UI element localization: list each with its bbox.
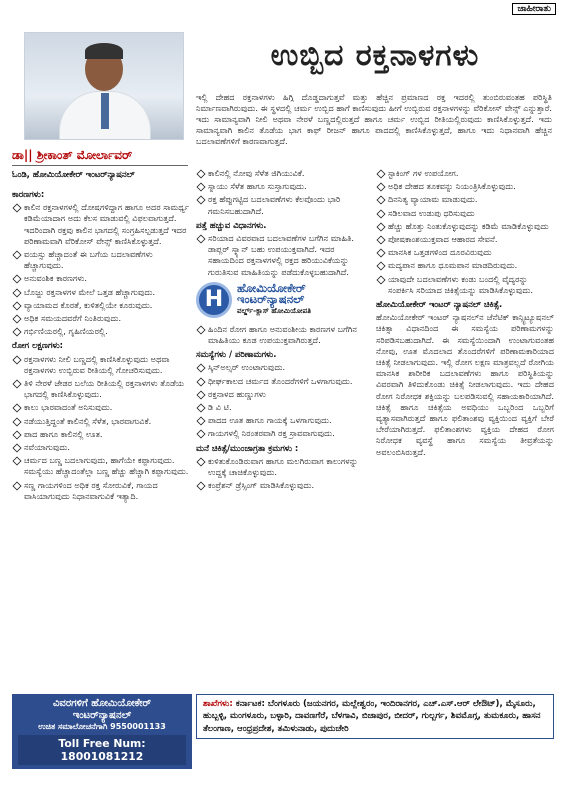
causes-heading: ಕಾರಣಗಳು: xyxy=(12,189,45,199)
complications-list xyxy=(196,362,370,439)
list-item: ಕಂಪ್ರೆಶನ್ ಡ್ರೆಸ್ಸಿಂಗ್ ಮಾಡಿಸಿಕೊಳ್ಳುವುದು. xyxy=(196,480,370,491)
list-item: ಮಾನಸಿಕ ಒತ್ತಡಗಳಿಂದ ದೂರವಿರುವುದು xyxy=(376,247,554,258)
diagnosis-list xyxy=(196,233,370,278)
list-item: ಮದ್ಯಪಾನ ಹಾಗೂ ಧೂಮಪಾನ ಮಾಡದಿರುವುದು. xyxy=(376,260,554,271)
list-item: ಗರ್ಭಿಣಿಯರಲ್ಲಿ, ಗೃಹಿಣಿಯರಲ್ಲಿ. xyxy=(12,326,190,337)
list-item: ಕುಳಿತುಕೊಂಡಿರುವಾಗ ಹಾಗೂ ಮಲಗಿರುವಾಗ ಕಾಲುಗಳನ್ನು ಉದ್ದಕ್ಕೆ ಚಾಚಿಕೊಳ್ಳುವುದು. xyxy=(196,456,370,478)
symptoms-list xyxy=(12,354,190,502)
list-item: ಹೆಚ್ಚು ಹೊತ್ತು ನಿಂತುಕೊಳ್ಳುವುದನ್ನು ಕಡಿಮೆ ಮಾಡಿಕೊಳ್ಳುವುದು xyxy=(376,221,554,232)
list-item: ಅನುವಂಶಿಕ ಕಾರಣಗಳು. xyxy=(12,273,190,284)
column-1 xyxy=(12,186,190,504)
list-item: ಪೋಷಕಾಂಶಯುಕ್ತವಾದ ಆಹಾರದ ಸೇವನೆ. xyxy=(376,234,554,245)
column-3 xyxy=(376,168,554,461)
prevention-heading: ಮನೆ ಚಿಕಿತ್ಸೆ/ಮುಂಜಾಗ್ರತಾ ಕ್ರಮಗಳು : xyxy=(196,442,299,453)
list-item: ಸ್ನಾಯು ಸೆಳೆತ ಹಾಗೂ ಸುಸ್ತಾಗುವುದು. xyxy=(196,181,370,192)
treatment-heading: ಹೋಮಿಯೋಕೇರ್ ಇಂಟರ್ ನ್ಯಾಷನಲ್ ಚಿಕಿತ್ಸೆ. xyxy=(376,299,503,310)
advertisement-tag: ಜಾಹೀರಾತು xyxy=(512,3,556,15)
list-item: ರಕ್ತನಾಳಗಳು ನೀಲಿ ಬಣ್ಣದಲ್ಲಿ ಕಾಣಿಸಿಕೊಳ್ಳುವುದು ಅಥವಾ ರಕ್ತನಾಳಗಳು ಉಬ್ಬಿರುವ ರೀತಿಯಲ್ಲಿ ಗೋಚರಿಸುವುದು. xyxy=(12,354,190,376)
list-item: ರಕ್ತನಾಳದ ಹುಣ್ಣುಗಳು xyxy=(196,389,370,400)
intro-paragraph: ಇಲ್ಲಿ ದೇಹದ ರಕ್ತನಾಳಗಳು ಹಿಗ್ಗಿ ದೊಡ್ಡದಾಗುತ್ತವೆ ಮತ್ತು ಹೆಚ್ಚಿನ ಪ್ರಮಾಣದ ರಕ್ತ ಇದರಲ್ಲಿ ತುಂಬಿರುವಂತಹ ಪರಿಸ್ಥಿತಿ ನಿರ್ಮಾಣವಾಗಿರುವುದು. ಈ ಸ್ಥಳದಲ್ಲಿ ಚರ್ಮ ಉಬ್ಬಿದ ಹಾಗೆ ಕಾಣಿಸುವುದು ಹೀಗೆ ಉಬ್ಬಿರುವ ರಕ್ತನಾಳಗಳನ್ನು ವೆರಿಕೋಸ್ ವೇನ್ಸ್ ಎನ್ನುತ್ತಾರೆ. ಇದು ಸಾಮಾನ್ಯವಾಗಿ ನೀಲಿ ಅಥವಾ ನೇರಳೆ ಬಣ್ಣದಲ್ಲಿರುತ್ತದೆ ಹಾಗೂ ಚರ್ಮ ಉಬ್ಬಿದ ರೀತಿಯಲ್ಲಿರುವುದು ಕಾಣಿಸಿಕೊಳ್ಳುತ್ತದೆ. ಇದು ಸಾಮಾನ್ಯವಾಗಿ ಕಾಲಿನ ತೊಡೆಯ ಭಾಗ ಕಾಫ್ ರೀಜನ್ ಹಾಗೂ ಪಾದದಲ್ಲಿ ಕಾಣಿಸಿಕೊಳ್ಳುತ್ತದೆ, ಹಾಗೂ ಇದು ನಿಧಾನವಾಗಿ ಹೆಚ್ಚಿನ ಬದಲಾವಣೆಗಳಿಗೆ ಕಾರಣವಾಗುತ್ತದೆ. xyxy=(196,92,552,146)
column-2 xyxy=(196,168,370,493)
pain-list xyxy=(196,168,370,217)
list-item: ನಡೆಯುತ್ತಿದ್ದಂತೆ ಕಾಲಿನಲ್ಲಿ ಸೆಳೆತ, ಭಾರವಾಗುವಿಕೆ. xyxy=(12,416,190,427)
logo-line-2: ಇಂಟರ್‌ನ್ಯಾಷನಲ್ xyxy=(237,292,305,307)
consultation-number: ಉಚಿತ ಸಮಾಲೋಚನೆಗಾಗಿ 9550001133 xyxy=(38,722,166,731)
prevention-list-cont xyxy=(376,168,554,296)
prevention-list xyxy=(196,456,370,492)
list-item: ವಯಸ್ಸು ಹೆಚ್ಚಾದಂತೆ ಈ ಬಗೆಯ ಬದಲಾವಣೆಗಳು ಹೆಚ್ಚಾಗುವುದು. xyxy=(12,249,190,271)
branches-text: ಕರ್ನಾಟಕ: ಬೆಂಗಳೂರು (ಜಯನಗರ, ಮಲ್ಲೇಶ್ವರಂ, ಇಂದಿರಾನಗರ, ಎಚ್.ಎಸ್.ಆರ್ ಲೇಔಟ್), ಮೈಸೂರು, ಹುಬ್ಬಳ್ಳಿ, ಮಂಗಳೂರು, ಬಳ್ಳಾರಿ, ದಾವಣಗೆರೆ, ಬೆಳಗಾವಿ, ಬಿಜಾಪುರ, ಬೀದರ್, ಗುಲ್ಬರ್ಗ, ಶಿವಮೊಗ್ಗ, ತುಮಕೂರು, ಹಾಸನ ತೆಲಂಗಾಣ, ಆಂಧ್ರಪ್ರದೇಶ, ತಮಿಳುನಾಡು, ಪುದುಚೇರಿ xyxy=(203,699,541,734)
branches-box xyxy=(196,694,554,739)
list-item: ಕಾಲಿನ ರಕ್ತನಾಳಗಳಲ್ಲಿ ದೋಷಗಳಿದ್ದಾಗ ಹಾಗೂ ಅದರ ಸಾಮರ್ಥ್ಯ ಕಡಿಮೆಯಾದಾಗ ಅದು ಕೆಲಸ ಮಾಡುವಲ್ಲಿ ವಿಫಲವಾಗುತ್ತದೆ. ಇದರಿಂದಾಗಿ ರಕ್ತವು ಕಾಲಿನ ಭಾಗದಲ್ಲಿ ಸಂಗ್ರಹಿಸಲ್ಪಡುತ್ತದೆ ಇದರ ಪರಿಣಾಮವಾಗಿ ವೆರಿಕೋಸ್ ವೇನ್ಸ್ ಕಾಣಿಸಿಕೊಳ್ಳುತ್ತದೆ. xyxy=(12,202,190,247)
toll-free-number: Toll Free Num: 18001081212 xyxy=(18,735,186,765)
contact-box xyxy=(12,694,192,769)
article-title: ಉಬ್ಬಿದ ರಕ್ತನಾಳಗಳು xyxy=(270,38,480,73)
contact-line-2: ಇಂಟರ್‌ನ್ಯಾಷನಲ್ xyxy=(72,710,132,721)
list-item: ಯಾವುದೇ ಬದಲಾವಣೆಗಳು ಕಂಡು ಬಂದಲ್ಲಿ ವೈದ್ಯರನ್ನು ಸಂಪರ್ಕಿಸಿ ಸರಿಯಾದ ಚಿಕಿತ್ಸೆಯನ್ನು ಮಾಡಿಸಿಕೊಳ್ಳುವುದು. xyxy=(376,274,554,296)
list-item: ಬೊಜ್ಜು ರಕ್ತನಾಳಗಳ ಮೇಲೆ ಒತ್ತಡ ಹೆಚ್ಚಾಗುವುದು. xyxy=(12,287,190,298)
branches-label: ಶಾಖೆಗಳು: xyxy=(203,699,233,709)
author-designation: ಓಂಡಿ, ಹೋಮಿಯೋಕೇರ್ ಇಂಟರ್‌ನ್ಯಾಷನಲ್ xyxy=(12,169,135,179)
diagnosis-heading: ಪತ್ತೆ ಹಚ್ಚುವ ವಿಧಾನಗಳು. xyxy=(196,219,267,230)
list-item: ಪಾದದ ಊತ ಹಾಗೂ ಗಾಯಕ್ಕೆ ಒಳಗಾಗುವುದು. xyxy=(196,415,370,426)
list-item: ಸರಿಯಾದ ವಿವರವಾದ ಬದಲಾವಣೆಗಳ ಬಗೆಗಿನ ಮಾಹಿತಿ. ಡಾಪ್ಲರ್ ಸ್ಕ್ಯಾನ್ ಬಹು ಉಪಯುಕ್ತವಾಗಿದೆ. ಇದರ ಸಹಾಯದಿಂದ ರಕ್ತನಾಳಗಳಲ್ಲಿ ರಕ್ತದ ಹರಿಯುವಿಕೆಯನ್ನು ಗುರುತಿಸುವ ಮಾಹಿತಿಯನ್ನು ಪಡೆದುಕೊಳ್ಳಬಹುದಾಗಿದೆ. xyxy=(196,233,370,278)
list-item: ಸಡಿಲವಾದ ಉಡುಪು ಧರಿಸುವುದು xyxy=(376,208,554,219)
complications-heading: ಸಮಸ್ಯೆಗಳು / ಪರಿಣಾಮಗಳು. xyxy=(196,349,277,360)
list-item: ಧೀರ್ಘಕಾಲದ ಚರ್ಮದ ತೊಂದರೆಗಳಿಗೆ ಒಳಗಾಗುವುದು. xyxy=(196,376,370,387)
list-item: ಕಾಲಿನಲ್ಲಿ ನೋವು ಸೆಳೆತ ಜಿಗಿಯುವಿಕೆ. xyxy=(196,168,370,179)
author-name: ಡಾ|| ಶ್ರೀಕಾಂತ್ ಮೋರ್ಲಾವರ್ xyxy=(12,148,188,166)
contact-line-1: ವಿವರಗಳಿಗೆ ಹೋಮಿಯೋಕೇರ್ xyxy=(52,698,152,709)
list-item: ಹಿಂದಿನ ರೋಗ ಹಾಗೂ ಅನುವಂಶೀಯ ಕಾರಣಗಳ ಬಗೆಗಿನ ಮಾಹಿತಿಯು ಕೂಡ ಉಪಯುಕ್ತವಾಗಿರುತ್ತದೆ. xyxy=(196,324,370,346)
causes-list xyxy=(12,202,190,337)
doctor-photo xyxy=(24,32,184,140)
list-item: ಗಾಯಗಳಲ್ಲಿ ನಿರಂತರವಾಗಿ ರಕ್ತ ಸ್ರಾವವಾಗುವುದು. xyxy=(196,428,370,439)
list-item: ರಕ್ತ ಹೆಪ್ಪುಗಟ್ಟಿದ ಬದಲಾವಣೆಗಳು ಕೆಲವೊಂದು ಭಾರಿ ಗಮನಿಸಬಹುದಾಗಿದೆ. xyxy=(196,194,370,216)
treatment-paragraph: ಹೋಮಿಯೋಕೇರ್ ಇಂಟರ್ ನ್ಯಾಷನಲ್‌ನ ಜೆನೆಟಿಕ್ ಕಾನ್ಸ್ಟಿಟ್ಯೂಷನಲ್ ಚಿಕಿತ್ಸಾ ವಿಧಾನದಿಂದ ಈ ಸಮಸ್ಯೆಯ ಪರಿಣಾಮಗಳನ್ನು ಸರಿಪಡಿಸಬಹುದಾಗಿದೆ. ಈ ಸಮಸ್ಯೆಯಿಂದಾಗಿ ಉಂಟಾಗುವಂತಹ ನೋವು, ಊತ ಮೊದಲಾದ ತೊಂದರೆಗಳಿಗೆ ಪರಿಣಾಮಕಾರಿಯಾದ ಚಿಕಿತ್ಸೆ ನೀಡಲಾಗುವುದು. ಇಲ್ಲಿ ರೋಗ ಲಕ್ಷಣ ಮಾತ್ರವಲ್ಲದೆ ರೋಗಿಯ ಮಾನಸಿಕ ಶಾರೀರಿಕ ಬದಲಾವಣೆಗಳು ಹಾಗೂ ಪರಿಸ್ಥಿತಿಯನ್ನು ವಿವರವಾಗಿ ತಿಳಿದುಕೊಂಡು ಚಿಕಿತ್ಸೆ ನೀಡಲಾಗುವುದು. ಇದು ದೇಹದ ರೋಗ ನಿರೋಧಕ ಶಕ್ತಿಯನ್ನು ಬಲಪಡಿಸುವಲ್ಲಿ ಸಹಾಯಕಾರಿಯಾಗಿದೆ. ಚಿಕಿತ್ಸೆ ಹಾಗೂ ಚಿಕಿತ್ಸೆಯ ಅವಧಿಯು ಒಬ್ಬರಿಂದ ಒಬ್ಬರಿಗೆ ವ್ಯತ್ಯಾಸವಾಗಿರುತ್ತದೆ ಹಾಗೂ ಫಲಿತಾಂಶವು ವ್ಯಕ್ತಿಯಿಂದ ವ್ಯಕ್ತಿಗೆ ಬೇರೆ ಬೇರೆಯಾಗಿರುತ್ತದೆ. ಫಲಿತಾಂಶಗಳು ವ್ಯಕ್ತಿಯ ದೇಹದ ರೋಗ ನಿರೋಧಕ ವ್ಯವಸ್ಥೆ ಹಾಗೂ ಸಮಸ್ಯೆಯ ತೀವ್ರತೆಯನ್ನು ಅವಲಂಬಿಸಿರುತ್ತದೆ. xyxy=(376,312,554,457)
logo-h-icon: H xyxy=(196,282,232,318)
list-item: ಸಣ್ಣ ಗಾಯಗಳಿಂದ ಅಧಿಕ ರಕ್ತ ಸೋರುವಿಕೆ, ಗಾಯದ ವಾಸಿಯಾಗುವುದು ನಿಧಾನವಾಗುವಿಕೆ ಇತ್ಯಾದಿ. xyxy=(12,480,190,502)
list-item: ಸ್ಕಿನ್‌ಅಲ್ಸರ್ ಉಂಟಾಗುವುದು. xyxy=(196,362,370,373)
list-item: ಕಾಲು ಭಾರವಾದಂತೆ ಅನಿಸುವುದು. xyxy=(12,402,190,413)
list-item: ಅಧಿಕ ಸಮಯದವರೆಗೆ ನಿಂತಿರುವುದು. xyxy=(12,313,190,324)
logo-tagline: ವರ್ಲ್ಡ್-ಕ್ಲಾಸ್ ಹೋಮಿಯೋಪತಿ xyxy=(237,306,312,316)
list-item: ಅಧಿಕ ದೇಹದ ತೂಕವನ್ನು ನಿಯಂತ್ರಿಸಿಕೊಳ್ಳುವುದು. xyxy=(376,181,554,192)
list-item: ದಿನನಿತ್ಯ ವ್ಯಾಯಾಮ ಮಾಡುವುದು. xyxy=(376,194,554,205)
symptoms-heading: ರೋಗ ಲಕ್ಷಣಗಳು: xyxy=(12,340,63,351)
diagnosis-list-cont xyxy=(196,324,370,346)
list-item: ತಿಳಿ ನೇರಳೆ ಜೇಡರ ಬಲೆಯ ರೀತಿಯಲ್ಲಿ ರಕ್ತನಾಳಗಳು ತೊಡೆಯ ಭಾಗದಲ್ಲಿ ಕಾಣಿಸಿಕೊಳ್ಳುವುದು. xyxy=(12,378,190,400)
author-block xyxy=(12,148,188,180)
list-item: ಪಾದ ಹಾಗೂ ಕಾಲಿನಲ್ಲಿ ಊತ. xyxy=(12,429,190,440)
list-item: ನವೆಯಾಗುವುದು. xyxy=(12,442,190,453)
homeocare-logo xyxy=(196,282,370,318)
list-item: ಚರ್ಮದ ಬಣ್ಣ ಬದಲಾಗುವುದು, ಹಾಗೆಯೇ ಕಪ್ಪಾಗುವುದು. ಸಮಸ್ಯೆಯು ಹೆಚ್ಚಾದಂತೆಲ್ಲಾ ಬಣ್ಣ ಹೆಚ್ಚು ಹೆಚ್ಚಾಗಿ ಕಪ್ಪಾಗುವುದು. xyxy=(12,455,190,477)
list-item: ವ್ಯಾಯಾಮದ ಕೊರತೆ, ಕುಳಿತಲ್ಲಿಯೇ ಕೂರುವುದು. xyxy=(12,300,190,311)
list-item: ಡಿ ವಿ ಟಿ. xyxy=(196,402,370,413)
logo-line-1: ಹೋಮಿಯೋಕೇರ್ xyxy=(237,281,306,296)
list-item: ಸ್ಟಾಕಿಂಗ್ ಗಳ ಉಪಯೋಗ. xyxy=(376,168,554,179)
